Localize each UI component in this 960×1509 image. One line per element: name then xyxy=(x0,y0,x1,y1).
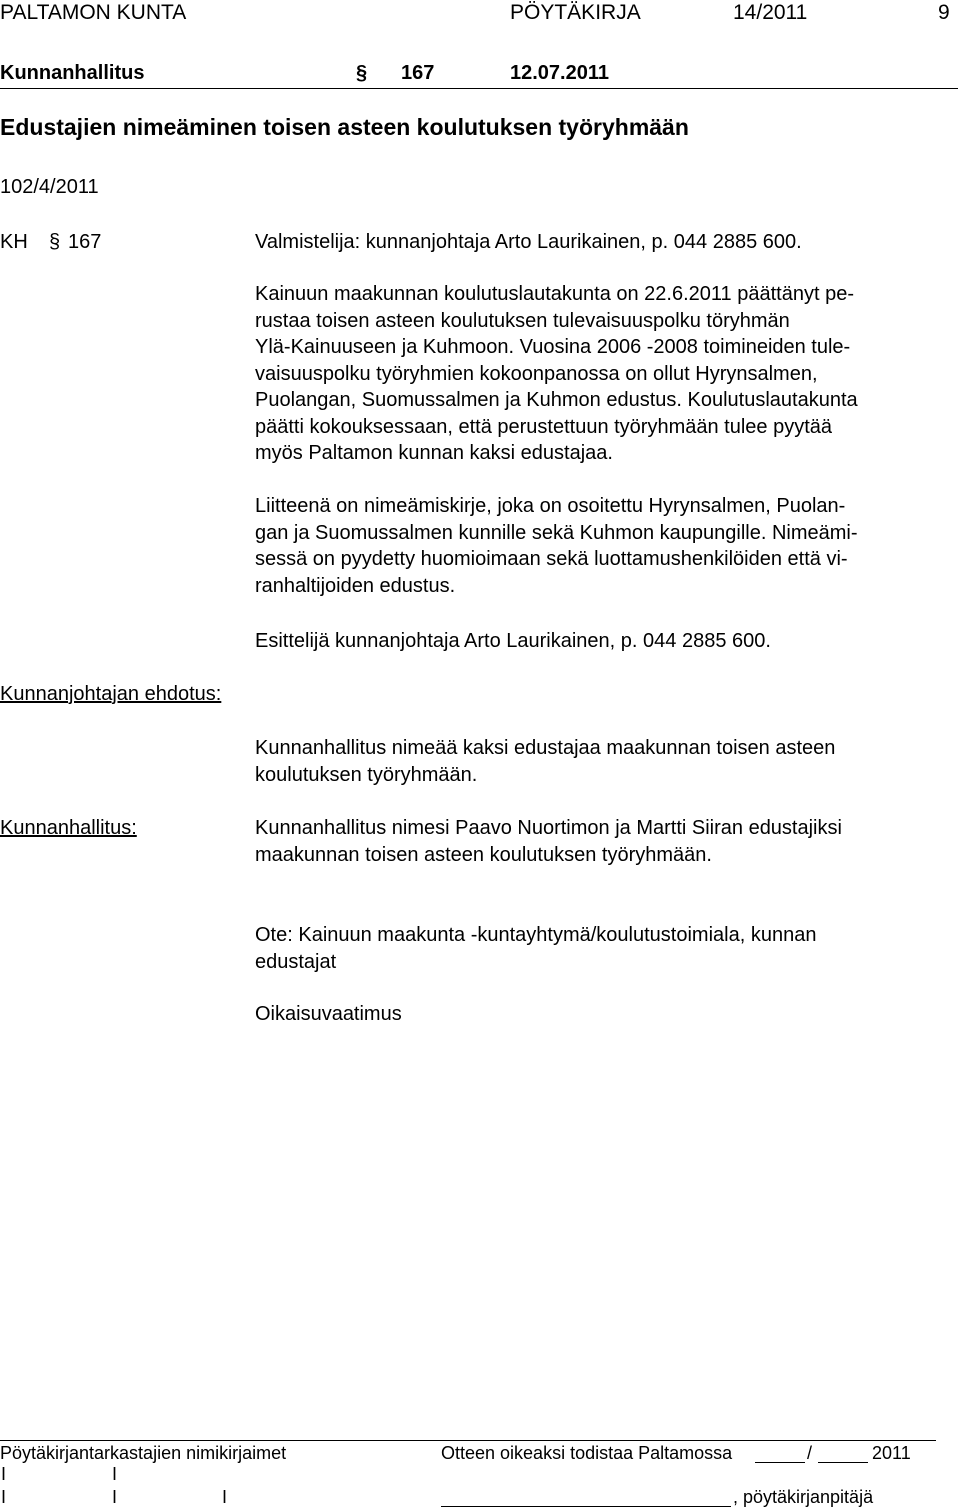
paragraph-line: Kunnanhallitus nimeää kaksi edustajaa maakunnan toisen asteen xyxy=(255,737,836,759)
presenter-line: Esittelijä kunnanjohtaja Arto Laurikainen, p. 044 2885 600. xyxy=(255,630,771,652)
paragraph-line: Ote: Kainuun maakunta -kuntayhtymä/koulutustoimiala, kunnan xyxy=(255,924,817,946)
footer-month-blank xyxy=(818,1462,868,1463)
page-title: Edustajien nimeäminen toisen asteen koulutuksen työryhmään xyxy=(0,114,689,140)
meeting-date: 12.07.2011 xyxy=(510,62,609,84)
footer-initial-mark: I xyxy=(112,1464,118,1484)
appeal-heading: Oikaisuvaatimus xyxy=(255,1003,402,1025)
footer-day-blank xyxy=(755,1462,805,1463)
paragraph-line: vaisuuspolku työryhmien kokoonpanossa on ollut Hyrynsalmen, xyxy=(255,362,818,385)
paragraph-line: Puolangan, Suomussalmen ja Kuhmon edustus. Koulutuslautakunta xyxy=(255,389,858,411)
kh-number: 167 xyxy=(68,231,102,253)
proposal-label: Kunnanjohtajan ehdotus: xyxy=(0,683,222,705)
paragraph-line: päätti kokouksessaan, että perustettuun työryhmään tulee pyytää xyxy=(255,415,833,438)
paragraph-line: Ylä-Kainuuseen ja Kuhmoon. Vuosina 2006 -2008 toimineiden tule- xyxy=(255,336,851,358)
footer-divider xyxy=(0,1440,936,1441)
municipality-name: PALTAMON KUNTA xyxy=(0,1,187,24)
decision-text xyxy=(255,815,955,868)
reference-number: 102/4/2011 xyxy=(0,176,99,198)
paragraph-line: Liitteenä on nimeämiskirje, joka on osoitettu Hyrynsalmen, Puolan- xyxy=(255,495,846,517)
footer-initial-mark: I xyxy=(1,1464,7,1484)
section-number: 167 xyxy=(401,62,435,84)
background-paragraph xyxy=(255,281,955,467)
paragraph-line: Kainuun maakunnan koulutuslautakunta on 22.6.2011 päättänyt pe- xyxy=(255,283,854,305)
preparer-line: Valmistelija: kunnanjohtaja Arto Laurikainen, p. 044 2885 600. xyxy=(255,231,802,253)
footer-certify-label: Otteen oikeaksi todistaa Paltamossa xyxy=(441,1443,733,1463)
document-number: 14/2011 xyxy=(733,1,808,24)
footer-initial-mark: I xyxy=(1,1487,7,1507)
footer-initial-mark: I xyxy=(112,1487,118,1507)
footer-year: 2011 xyxy=(872,1443,911,1463)
extract-text xyxy=(255,922,955,975)
paragraph-line: edustajat xyxy=(255,950,337,973)
section-sign-icon: § xyxy=(356,62,368,84)
paragraph-line: koulutuksen työryhmään. xyxy=(255,763,478,786)
header-divider xyxy=(0,88,958,89)
footer-initial-mark: I xyxy=(222,1487,228,1507)
attachment-paragraph xyxy=(255,493,955,599)
paragraph-line: sessä on pyydetty huomioimaan sekä luottamushenkilöiden että vi- xyxy=(255,548,848,570)
proposal-text xyxy=(255,735,955,788)
paragraph-line: maakunnan toisen asteen koulutuksen työryhmään. xyxy=(255,843,712,866)
kh-section-sign-icon: § xyxy=(49,231,61,253)
paragraph-line: Kunnanhallitus nimesi Paavo Nuortimon ja Martti Siiran edustajiksi xyxy=(255,817,842,839)
footer-signature-blank xyxy=(441,1506,731,1507)
paragraph-line: myös Paltamon kunnan kaksi edustajaa. xyxy=(255,442,613,464)
meeting-body: Kunnanhallitus xyxy=(0,62,145,84)
page-number: 9 xyxy=(938,1,950,24)
footer-secretary-label: , pöytäkirjanpitäjä xyxy=(733,1487,874,1507)
footer-slash: / xyxy=(807,1443,813,1463)
paragraph-line: ranhaltijoiden edustus. xyxy=(255,574,456,597)
document-type: PÖYTÄKIRJA xyxy=(510,1,641,24)
decision-label: Kunnanhallitus: xyxy=(0,817,137,839)
paragraph-line: rustaa toisen asteen koulutuksen tulevaisuuspolku töryhmän xyxy=(255,309,790,332)
footer-inspectors-label: Pöytäkirjantarkastajien nimikirjaimet xyxy=(0,1443,287,1463)
paragraph-line: gan ja Suomussalmen kunnille sekä Kuhmon kaupungille. Nimeämi- xyxy=(255,521,858,544)
kh-label: KH xyxy=(0,231,28,253)
